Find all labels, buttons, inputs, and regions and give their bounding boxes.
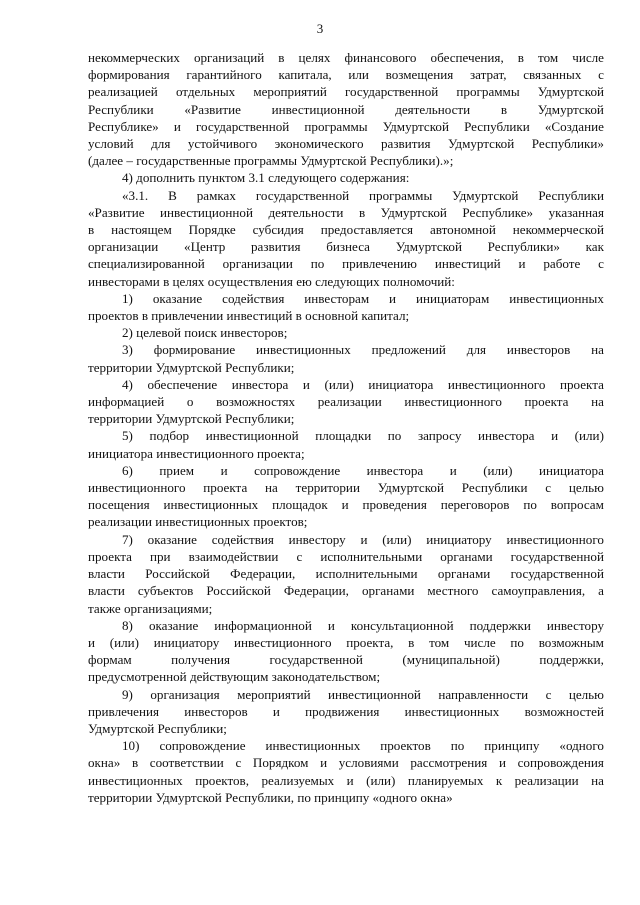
text-line: 1) оказание содействия инвесторам и инициаторам инвестиционных: [122, 290, 604, 306]
text-line: 2) целевой поиск инвесторов;: [122, 325, 288, 341]
text-line: и (или) инициатору инвестиционного проекта, в том числе по возможным: [88, 634, 604, 650]
paragraph-power-1: [88, 290, 604, 324]
paragraph-power-2: [88, 324, 604, 341]
paragraph-power-7: [88, 531, 604, 617]
paragraph-item-4-intro: [88, 169, 604, 186]
text-line: специализированной организации по привлечению инвестиций и работе с: [88, 256, 604, 272]
paragraph-continuation: [88, 49, 604, 169]
paragraph-power-8: [88, 617, 604, 686]
text-line: формам получения государственной (муниципальной) поддержки,: [88, 652, 604, 668]
text-line: некоммерческих организаций в целях финансового обеспечения, в том числе: [88, 50, 604, 65]
text-line: проекта при взаимодействии с исполнительными органами государственной: [88, 548, 604, 564]
text-line: инвестиционного проекта на территории Удмуртской Республики с целью: [88, 480, 604, 496]
text-line: информацией о возможностях реализации инвестиционного проекта на: [88, 394, 604, 410]
text-line: условий для устойчивого экономического развития Удмуртской Республики»: [88, 136, 604, 152]
paragraph-power-3: [88, 341, 604, 375]
text-line: реализацией отдельных мероприятий государственной программы Удмуртской: [88, 84, 604, 100]
text-line: 10) сопровождение инвестиционных проектов по принципу «одного: [122, 738, 604, 754]
text-line: Удмуртской Республики;: [88, 720, 227, 736]
text-line: 3) формирование инвестиционных предложений для инвесторов на: [122, 342, 604, 358]
text-line: также организациями;: [88, 600, 213, 616]
text-line: Республике» и государственной программы Удмуртской Республики «Создание: [88, 118, 604, 134]
text-line: инициатора инвестиционного проекта;: [88, 445, 305, 461]
text-line: предусмотренной действующим законодательством;: [88, 669, 381, 685]
text-line: территории Удмуртской Республики;: [88, 359, 295, 375]
text-line: инвесторами в целях осуществления ею следующих полномочий:: [88, 273, 455, 289]
page-number: 3: [316, 21, 324, 36]
text-line: «3.1. В рамках государственной программы Удмуртской Республики: [122, 187, 604, 203]
text-line: 6) прием и сопровождение инвестора и (или) инициатора: [122, 462, 604, 478]
text-line: 5) подбор инвестиционной площадки по запросу инвестора и (или): [122, 428, 604, 444]
paragraph-power-10: [88, 737, 604, 806]
text-line: Республики «Развитие инвестиционной деятельности в Удмуртской: [88, 101, 604, 117]
text-line: привлечения инвесторов и продвижения инвестиционных возможностей: [88, 703, 604, 719]
text-line: реализации инвестиционных проектов;: [88, 514, 308, 530]
text-line: инвестиционных проектов, реализуемых и (или) планируемых к реализации на: [88, 772, 604, 788]
text-line: посещения инвестиционных площадок и проведения переговоров по вопросам: [88, 497, 604, 513]
text-line: власти Российской Федерации, исполнительными органами государственной: [88, 566, 604, 582]
text-line: 7) оказание содействия инвестору и (или) инициатору инвестиционного: [122, 531, 604, 547]
paragraph-power-6: [88, 462, 604, 531]
text-line: проектов в привлечении инвестиций в основной капитал;: [88, 308, 410, 324]
text-line: территории Удмуртской Республики, по принципу «одного окна»: [88, 789, 453, 805]
text-line: организации «Центр развития бизнеса Удмуртской Республики» как: [88, 239, 604, 255]
text-line: 4) дополнить пунктом 3.1 следующего содержания:: [122, 170, 410, 186]
paragraph-power-9: [88, 686, 604, 738]
text-line: (далее – государственные программы Удмуртской Республики).»;: [88, 153, 454, 169]
text-line: территории Удмуртской Республики;: [88, 411, 295, 427]
document-body: [88, 49, 604, 806]
paragraph-power-4: [88, 376, 604, 428]
paragraph-point-3-1: [88, 187, 604, 290]
text-line: 9) организация мероприятий инвестиционной направленности с целью: [122, 686, 604, 702]
text-line: власти субъектов Российской Федерации, органами местного самоуправления, а: [88, 583, 604, 599]
paragraph-power-5: [88, 427, 604, 461]
text-line: «Развитие инвестиционной деятельности в Удмуртской Республике» указанная: [88, 204, 604, 220]
text-line: 8) оказание информационной и консультационной поддержки инвестору: [122, 617, 604, 633]
text-line: формирования гарантийного капитала, или возмещения затрат, связанных с: [88, 67, 604, 83]
text-line: в настоящем Порядке субсидия предоставляется автономной некоммерческой: [88, 222, 604, 238]
text-line: 4) обеспечение инвестора и (или) инициатора инвестиционного проекта: [122, 376, 604, 392]
text-line: окна» в соответствии с Порядком и условиями рассмотрения и сопровождения: [88, 755, 604, 771]
